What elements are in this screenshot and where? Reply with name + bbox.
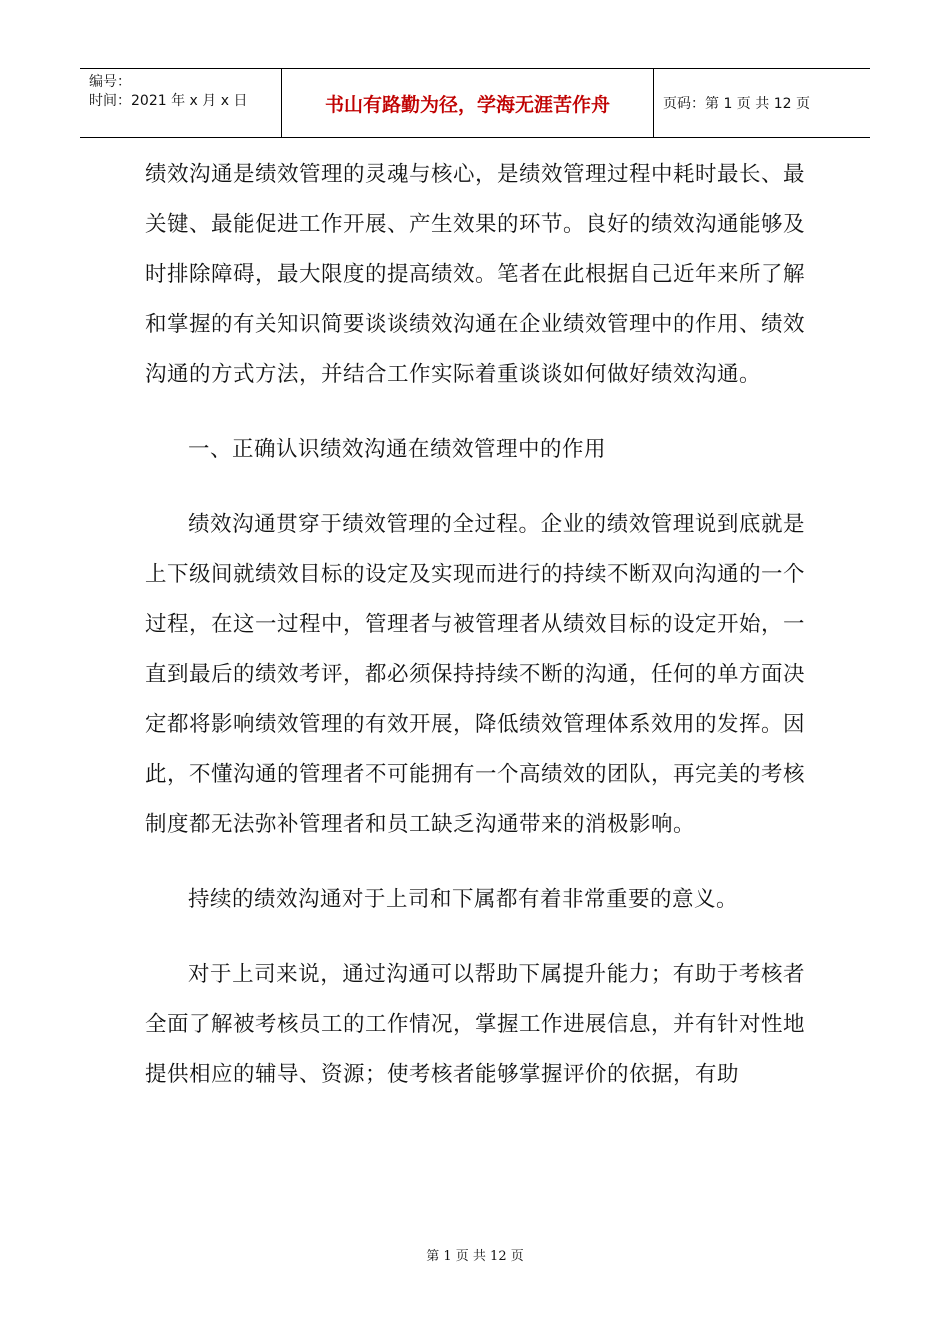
number-label: 编号： xyxy=(89,74,131,90)
paragraph-intro: 绩效沟通是绩效管理的灵魂与核心，是绩效管理过程中耗时最长、最关键、最能促进工作开展、产生效果的环节。良好的绩效沟通能够及时排除障碍，最大限度的提高绩效。笔者在此根据自己近年来所了解和掌握的有关知识简要谈谈绩效沟通在企业绩效管理中的作用、绩效沟通的方式方法，并结合工作实际着重谈谈如何做好绩效沟通。 xyxy=(145,162,806,387)
header-page-info: 页码：第 1 页 共 12 页 xyxy=(663,96,810,112)
page-footer: 第 1 页 共 12 页 xyxy=(426,1249,524,1264)
document-body xyxy=(145,150,805,1125)
paragraph: 对于上司来说，通过沟通可以帮助下属提升能力；有助于考核者全面了解被考核员工的工作情况，掌握工作进展信息，并有针对性地提供相应的辅导、资源；使考核者能够掌握评价的依据，有助 xyxy=(145,962,806,1087)
header-meta xyxy=(80,69,282,137)
paragraph: 持续的绩效沟通对于上司和下属都有着非常重要的意义。 xyxy=(188,887,739,912)
paragraph: 绩效沟通贯穿于绩效管理的全过程。企业的绩效管理说到底就是上下级间就绩效目标的设定及实现而进行的持续不断双向沟通的一个过程，在这一过程中，管理者与被管理者从绩效目标的设定开始，一直到最后的绩效考评，都必须保持持续不断的沟通，任何的单方面决定都将影响绩效管理的有效开展，降低绩效管理体系效用的发挥。因此，不懂沟通的管理者不可能拥有一个高绩效的团队，再完美的考核制度都无法弥补管理者和员工缺乏沟通带来的消极影响。 xyxy=(145,512,806,837)
document-header xyxy=(80,68,870,138)
section-heading: 一、正确认识绩效沟通在绩效管理中的作用 xyxy=(188,437,607,462)
time-label: 时间：2021 年 x 月 x 日 xyxy=(89,93,248,109)
header-motto: 书山有路勤为径，学海无涯苦作舟 xyxy=(282,69,654,137)
